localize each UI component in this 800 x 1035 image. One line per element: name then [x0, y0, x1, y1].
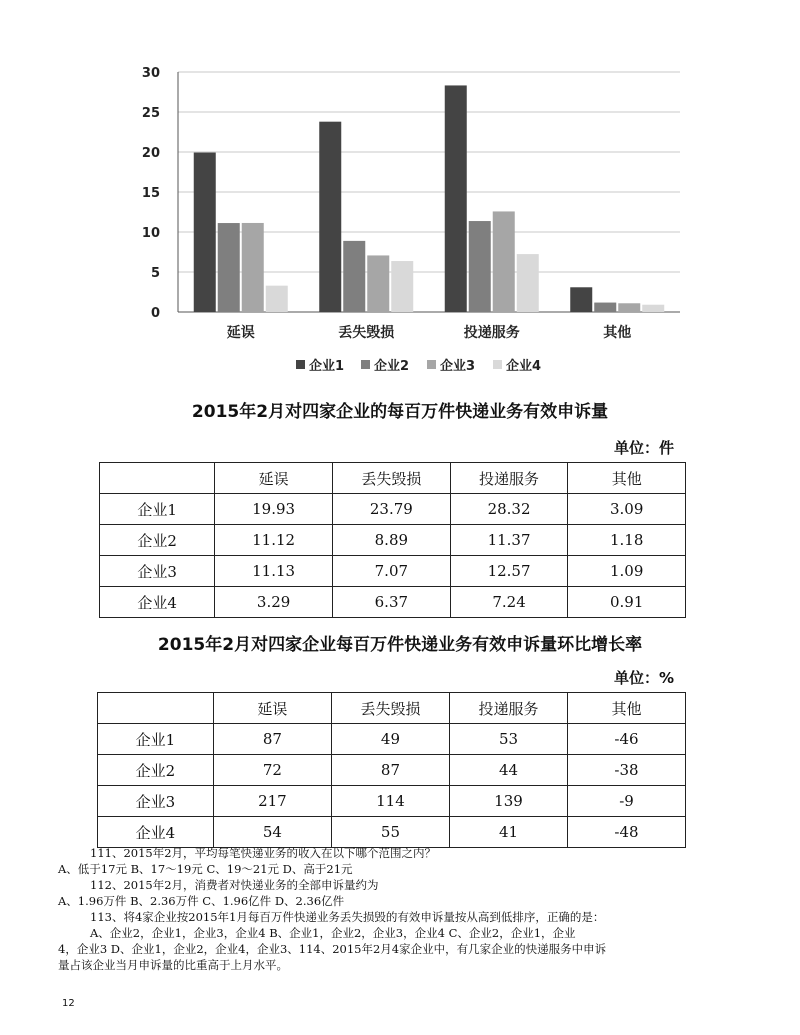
table1-title: 2015年2月对四家企业的每百万件快递业务有效申诉量	[191, 402, 609, 422]
question-111: 111、2015年2月，平均每笔快递业务的收入在以下哪个范围之内？	[90, 846, 437, 860]
row-label-cell: 企业3	[98, 786, 214, 817]
y-tick-label: 15	[141, 186, 160, 201]
table1-header-cell: 其他	[568, 463, 686, 494]
x-category-label: 丢失毁损	[338, 325, 395, 341]
table-row	[98, 755, 686, 786]
table-cell: 217	[213, 786, 331, 817]
table1-header-cell: 延误	[215, 463, 333, 494]
legend-label: 企业3	[440, 359, 476, 374]
question-114: 量占该企业当月申诉量的比重高于上月水平。	[58, 958, 288, 972]
table-cell: 23.79	[332, 494, 450, 525]
table1-header-cell: 丢失毁损	[332, 463, 450, 494]
bar	[218, 223, 240, 312]
table-cell: -9	[568, 786, 686, 817]
table-cell: 87	[213, 724, 331, 755]
row-label-cell: 企业2	[98, 755, 214, 786]
growth-rate-table	[97, 692, 686, 848]
table2-title: 2015年2月对四家企业每百万件快递业务有效申诉量环比增长率	[157, 635, 643, 655]
table-row	[100, 556, 686, 587]
table-cell: 3.09	[568, 494, 686, 525]
bar	[391, 261, 413, 312]
table-cell: 87	[331, 755, 449, 786]
bar	[493, 211, 515, 312]
table2-unit: 单位：%	[614, 669, 675, 687]
y-tick-label: 0	[150, 306, 160, 321]
table-row	[98, 817, 686, 848]
table2-header-cell: 投递服务	[449, 693, 567, 724]
table2-header-cell: 其他	[568, 693, 686, 724]
table1-header-row	[100, 463, 686, 494]
legend-swatch	[361, 360, 370, 369]
legend-label: 企业1	[309, 359, 345, 374]
table-cell: 28.32	[450, 494, 568, 525]
table-cell: 8.89	[332, 525, 450, 556]
question-113-options: A、企业2，企业1，企业3，企业4 B、企业1，企业2，企业3，企业4 C、企业2，企业1，企业	[90, 926, 576, 940]
table1-header-cell: 投递服务	[450, 463, 568, 494]
table1-header-cell	[100, 463, 215, 494]
legend-label: 企业4	[506, 359, 542, 374]
bar	[570, 287, 592, 312]
row-label-cell: 企业3	[100, 556, 215, 587]
complaints-table	[99, 462, 686, 618]
table-cell: 139	[449, 786, 567, 817]
table-row	[98, 786, 686, 817]
legend-label: 企业2	[374, 359, 410, 374]
question-111-options: A、低于17元 B、17～19元 C、19～21元 D、高于21元	[58, 862, 353, 876]
table2-header-row	[98, 693, 686, 724]
table-cell: 1.18	[568, 525, 686, 556]
y-tick-label: 5	[150, 266, 160, 281]
table-cell: 53	[449, 724, 567, 755]
bar	[594, 303, 616, 312]
table-cell: 7.07	[332, 556, 450, 587]
table-cell: 6.37	[332, 587, 450, 618]
bar	[642, 305, 664, 312]
question-113: 113、将4家企业按2015年1月每百万件快递业务丢失损毁的有效申诉量按从高到低排序，正确的是：	[90, 910, 605, 924]
question-112-options: A、1.96万件 B、2.36万件 C、1.96亿件 D、2.36亿件	[58, 894, 345, 908]
table2-header-cell: 丢失毁损	[331, 693, 449, 724]
bar-chart	[0, 0, 800, 390]
table-cell: 44	[449, 755, 567, 786]
legend-swatch	[427, 360, 436, 369]
table-cell: -46	[568, 724, 686, 755]
x-category-label: 投递服务	[463, 325, 520, 341]
x-category-label: 其他	[603, 325, 632, 341]
table-cell: 41	[449, 817, 567, 848]
page-number: 12	[62, 998, 75, 1009]
table-cell: 55	[331, 817, 449, 848]
x-category-label: 延误	[226, 325, 255, 341]
row-label-cell: 企业4	[100, 587, 215, 618]
bar	[343, 241, 365, 312]
bar	[242, 223, 264, 312]
bar	[517, 254, 539, 312]
table-cell: -38	[568, 755, 686, 786]
table-cell: 72	[213, 755, 331, 786]
bar	[319, 122, 341, 312]
bar	[618, 303, 640, 312]
table-cell: 49	[331, 724, 449, 755]
table-row	[100, 494, 686, 525]
table-cell: 11.13	[215, 556, 333, 587]
table-cell: 11.12	[215, 525, 333, 556]
table1-unit: 单位：件	[614, 439, 675, 457]
row-label-cell: 企业1	[98, 724, 214, 755]
table-cell: -48	[568, 817, 686, 848]
table-cell: 0.91	[568, 587, 686, 618]
row-label-cell: 企业1	[100, 494, 215, 525]
table-cell: 11.37	[450, 525, 568, 556]
table-cell: 12.57	[450, 556, 568, 587]
question-113-options-cont: 4，企业3 D、企业1，企业2，企业4，企业3、114、2015年2月4家企业中，有几家企业的快递服务中申诉	[58, 942, 607, 956]
table-cell: 19.93	[215, 494, 333, 525]
table-cell: 1.09	[568, 556, 686, 587]
table-row	[100, 525, 686, 556]
questions-block	[58, 845, 718, 973]
table2-header-cell	[98, 693, 214, 724]
bar	[367, 255, 389, 312]
y-tick-label: 20	[141, 146, 160, 161]
row-label-cell: 企业4	[98, 817, 214, 848]
legend-swatch	[493, 360, 502, 369]
legend-swatch	[296, 360, 305, 369]
question-112: 112、2015年2月，消费者对快递业务的全部申诉量约为	[90, 878, 379, 892]
bar	[194, 153, 216, 312]
table-cell: 54	[213, 817, 331, 848]
y-tick-label: 10	[141, 226, 160, 241]
bar	[445, 85, 467, 312]
y-tick-label: 25	[141, 106, 160, 121]
y-tick-label: 30	[141, 66, 160, 81]
bar	[469, 221, 491, 312]
row-label-cell: 企业2	[100, 525, 215, 556]
table-cell: 114	[331, 786, 449, 817]
table-row	[100, 587, 686, 618]
bar	[266, 286, 288, 312]
table2-header-cell: 延误	[213, 693, 331, 724]
table-cell: 7.24	[450, 587, 568, 618]
table-row	[98, 724, 686, 755]
table-cell: 3.29	[215, 587, 333, 618]
